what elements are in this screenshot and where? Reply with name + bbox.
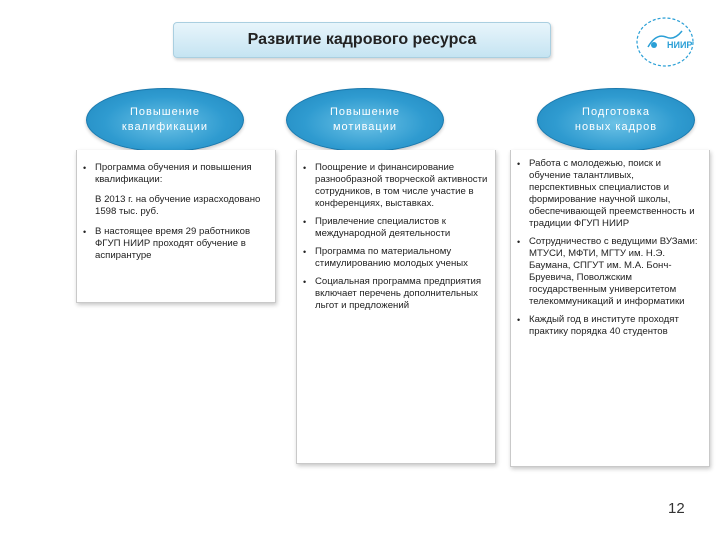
list-item: • Работа с молодежью, поиск и обучение талантливых, перспективных специалистов и формирование научной школы, обеспечивающей преемственность и традиции ФГУП НИИР bbox=[515, 158, 703, 230]
slide-title bbox=[173, 22, 551, 58]
card-qualification bbox=[76, 150, 276, 303]
niir-logo bbox=[634, 15, 696, 69]
header-motivation-line2: мотивации bbox=[332, 121, 398, 133]
header-qualification-line1: Повышение bbox=[129, 106, 201, 118]
header-new-staff-line1: Подготовка bbox=[582, 106, 650, 118]
list-item: • В настоящее время 29 работников ФГУП НИИР проходят обучение в аспирантуре bbox=[81, 226, 269, 262]
slide-title-text: Развитие кадрового ресурса bbox=[247, 31, 477, 48]
list-item: • Сотрудничество с ведущими ВУЗами: МТУСИ, МФТИ, МГТУ им. Н.Э. Баумана, СПГУТ им. М.А. Бонч-Бруевича, Поволжским государственным университетом телекоммуникаций и информатики bbox=[515, 236, 703, 308]
header-motivation bbox=[286, 88, 444, 152]
card-new-staff bbox=[510, 150, 710, 467]
header-qualification bbox=[86, 88, 244, 152]
page-number: 12 bbox=[668, 500, 685, 517]
list-item: • Каждый год в институте проходят практику порядка 40 студентов bbox=[515, 314, 703, 338]
logo-text: НИИР bbox=[667, 40, 693, 50]
header-qualification-line2: квалификации bbox=[121, 121, 209, 133]
list-item: • Поощрение и финансирование разнообразной творческой активности сотрудников, в том числе участие в конференциях, выставках. bbox=[301, 162, 489, 210]
list-item: • Программа по материальному стимулированию молодых ученых bbox=[301, 246, 489, 270]
list-item-plain: В 2013 г. на обучение израсходовано 1598 тыс. руб. bbox=[95, 194, 261, 217]
header-new-staff-line2: новых кадров bbox=[574, 121, 658, 133]
header-motivation-line1: Повышение bbox=[329, 106, 401, 118]
card-motivation bbox=[296, 150, 496, 464]
list-item: • Привлечение специалистов к международной деятельности bbox=[301, 216, 489, 240]
header-new-staff bbox=[537, 88, 695, 152]
list-item: • Программа обучения и повышения квалификации: bbox=[81, 162, 269, 186]
list-item: • Социальная программа предприятия включает перечень дополнительных льгот и предложений bbox=[301, 276, 489, 312]
